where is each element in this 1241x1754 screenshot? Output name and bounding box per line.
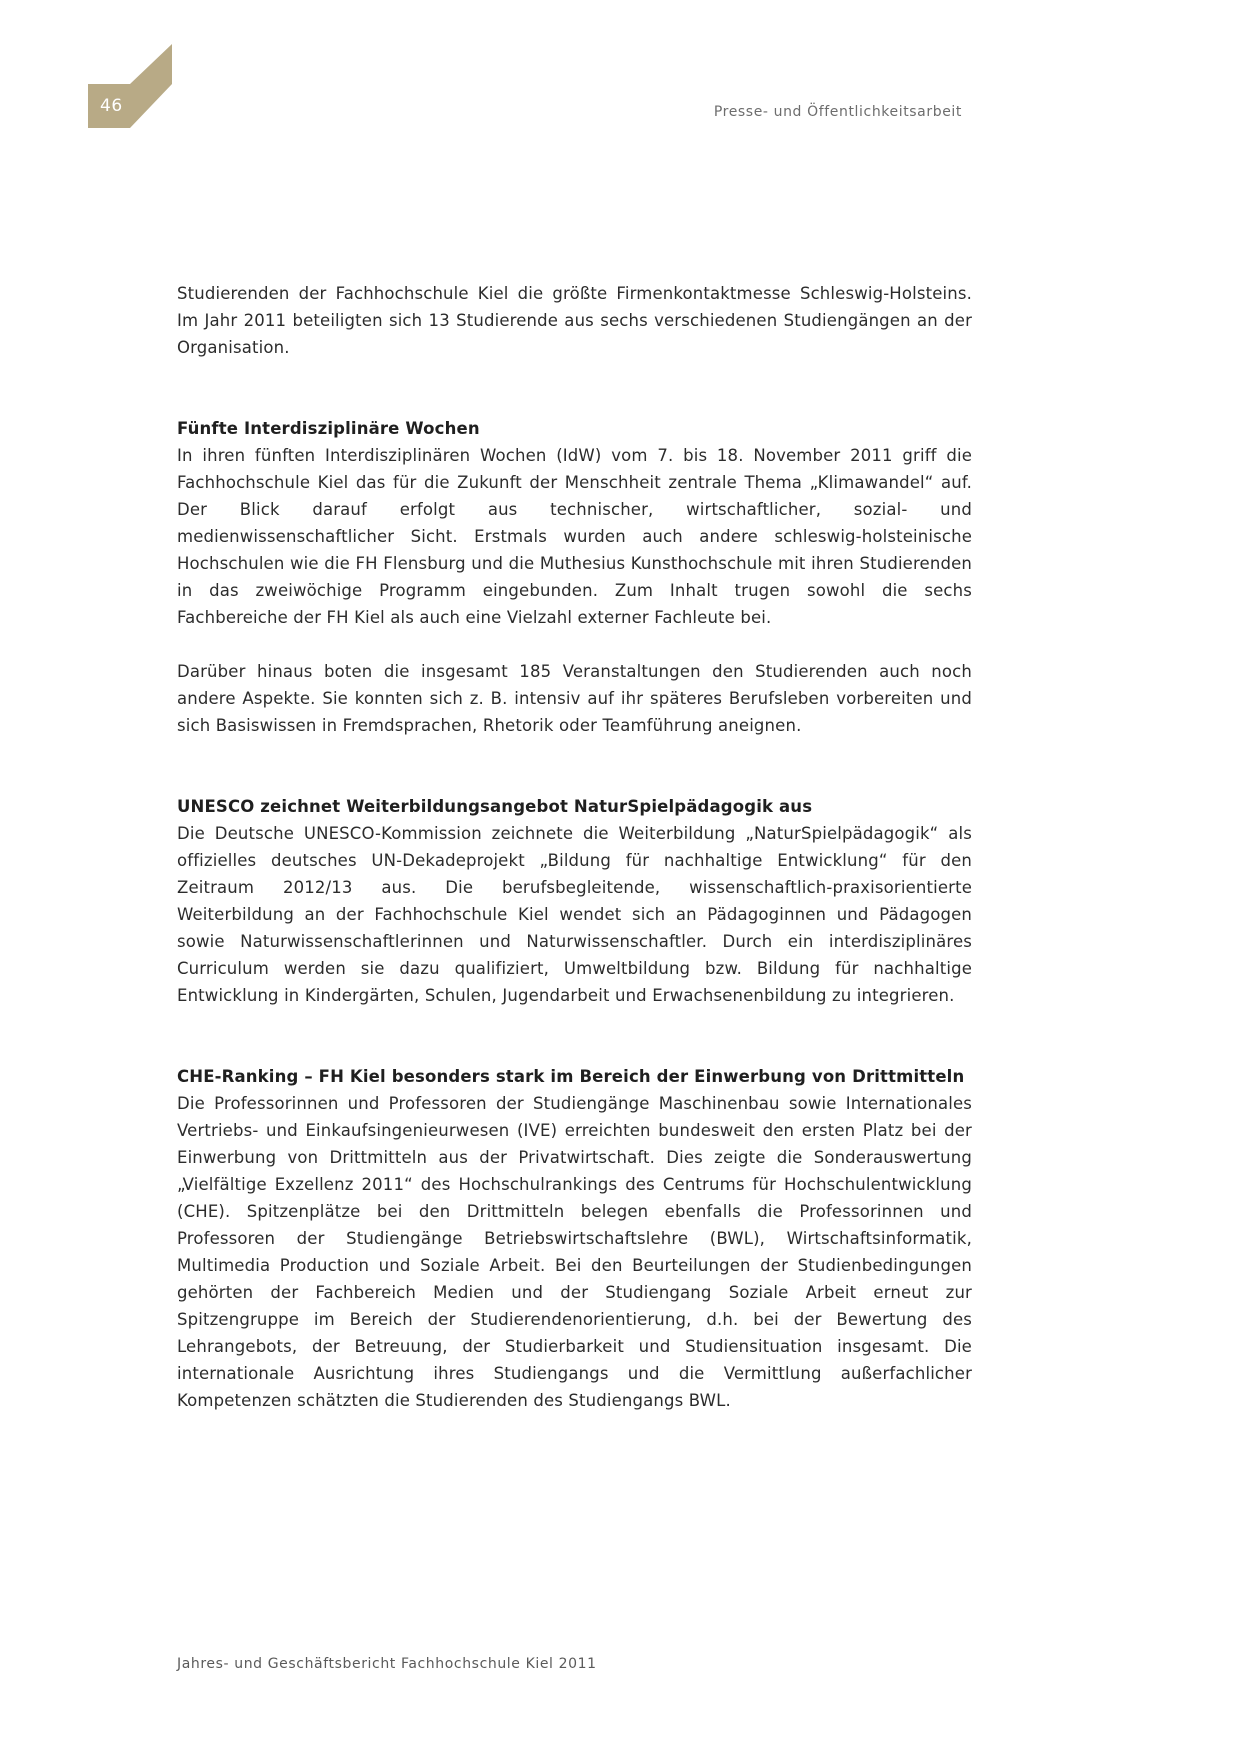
section-paragraph: Die Professorinnen und Professoren der Studiengänge Maschinenbau sowie Internationales Vertriebs- und Einkaufsingenieurwesen (IVE) erreichten bundesweit den ersten Platz bei der Einwerbung von Drittmitteln aus der Privatwirtschaft. Dies zeigte die Sonderauswertung „Vielfältige Exzellenz 2011“ des Hochschulrankings des Centrums für Hochschulentwicklung (CHE). Spitzenplätze bei den Drittmitteln belegen ebenfalls die Professorinnen und Professoren der Studiengänge Betriebswirtschaftslehre (BWL), Wirtschaftsinformatik, Multimedia Production und Soziale Arbeit. Bei den Beurteilungen der Studienbedingungen gehörten der Fachbereich Medien und der Studiengang Soziale Arbeit erneut zur Spitzengruppe im Bereich der Studierendenorientierung, d.h. bei der Bewertung des Lehrangebots, der Betreuung, der Studierbarkeit und Studiensituation insgesamt. Die internationale Ausrichtung ihres Studiengangs und die Vermittlung außerfachlicher Kompetenzen schätzten die Studierenden des Studiengangs BWL.: [177, 1094, 972, 1410]
page-number: 46: [100, 96, 123, 116]
section-interdisziplinaere-wochen: [177, 415, 972, 739]
main-content: [177, 280, 972, 1414]
section-unesco: [177, 793, 972, 1009]
section-che-ranking: [177, 1063, 972, 1414]
section-paragraph: Darüber hinaus boten die insgesamt 185 Veranstaltungen den Studierenden auch noch andere Aspekte. Sie konnten sich z. B. intensiv auf ihr späteres Berufsleben vorbereiten und sich Basiswissen in Fremdsprachen, Rhetorik oder Teamführung aneignen.: [177, 662, 972, 735]
footer-title: Jahres- und Geschäftsbericht Fachhochschule Kiel 2011: [177, 1656, 597, 1672]
section-paragraph: Die Deutsche UNESCO-Kommission zeichnete die Weiterbildung „NaturSpielpädagogik“ als offizielles deutsches UN-Dekadeprojekt „Bildung für nachhaltige Entwicklung“ für den Zeitraum 2012/13 aus. Die berufsbegleitende, wissenschaftlich-praxisorientierte Weiterbildung an der Fachhochschule Kiel wendet sich an Pädagoginnen und Pädagogen sowie Naturwissenschaftlerinnen und Naturwissenschaftler. Durch ein interdisziplinäres Curriculum werden sie dazu qualifiziert, Umweltbildung bzw. Bildung für nachhaltige Entwicklung in Kindergärten, Schulen, Jugendarbeit und Erwachsenenbildung zu integrieren.: [177, 824, 972, 1005]
page-number-badge: [88, 44, 172, 128]
section-paragraph: In ihren fünften Interdisziplinären Wochen (IdW) vom 7. bis 18. November 2011 griff die Fachhochschule Kiel das für die Zukunft der Menschheit zentrale Thema „Klimawandel“ auf. Der Blick darauf erfolgt aus technischer, wirtschaftlicher, sozial- und medienwissenschaftlicher Sicht. Erstmals wurden auch andere schleswig-holsteinische Hochschulen wie die FH Flensburg und die Muthesius Kunsthochschule mit ihren Studierenden in das zweiwöchige Programm eingebunden. Zum Inhalt trugen sowohl die sechs Fachbereiche der FH Kiel als auch eine Vielzahl externer Fachleute bei.: [177, 446, 972, 627]
intro-paragraph: Studierenden der Fachhochschule Kiel die größte Firmenkontaktmesse Schleswig-Holsteins. Im Jahr 2011 beteiligten sich 13 Studierende aus sechs verschiedenen Studiengängen an der Organisation.: [177, 284, 972, 357]
section-heading: CHE-Ranking – FH Kiel besonders stark im Bereich der Einwerbung von Drittmitteln: [177, 1067, 965, 1086]
section-heading: Fünfte Interdisziplinäre Wochen: [177, 419, 480, 438]
running-header-title: Presse- und Öffentlichkeitsarbeit: [713, 104, 962, 120]
section-heading: UNESCO zeichnet Weiterbildungsangebot NaturSpielpädagogik aus: [177, 797, 813, 816]
